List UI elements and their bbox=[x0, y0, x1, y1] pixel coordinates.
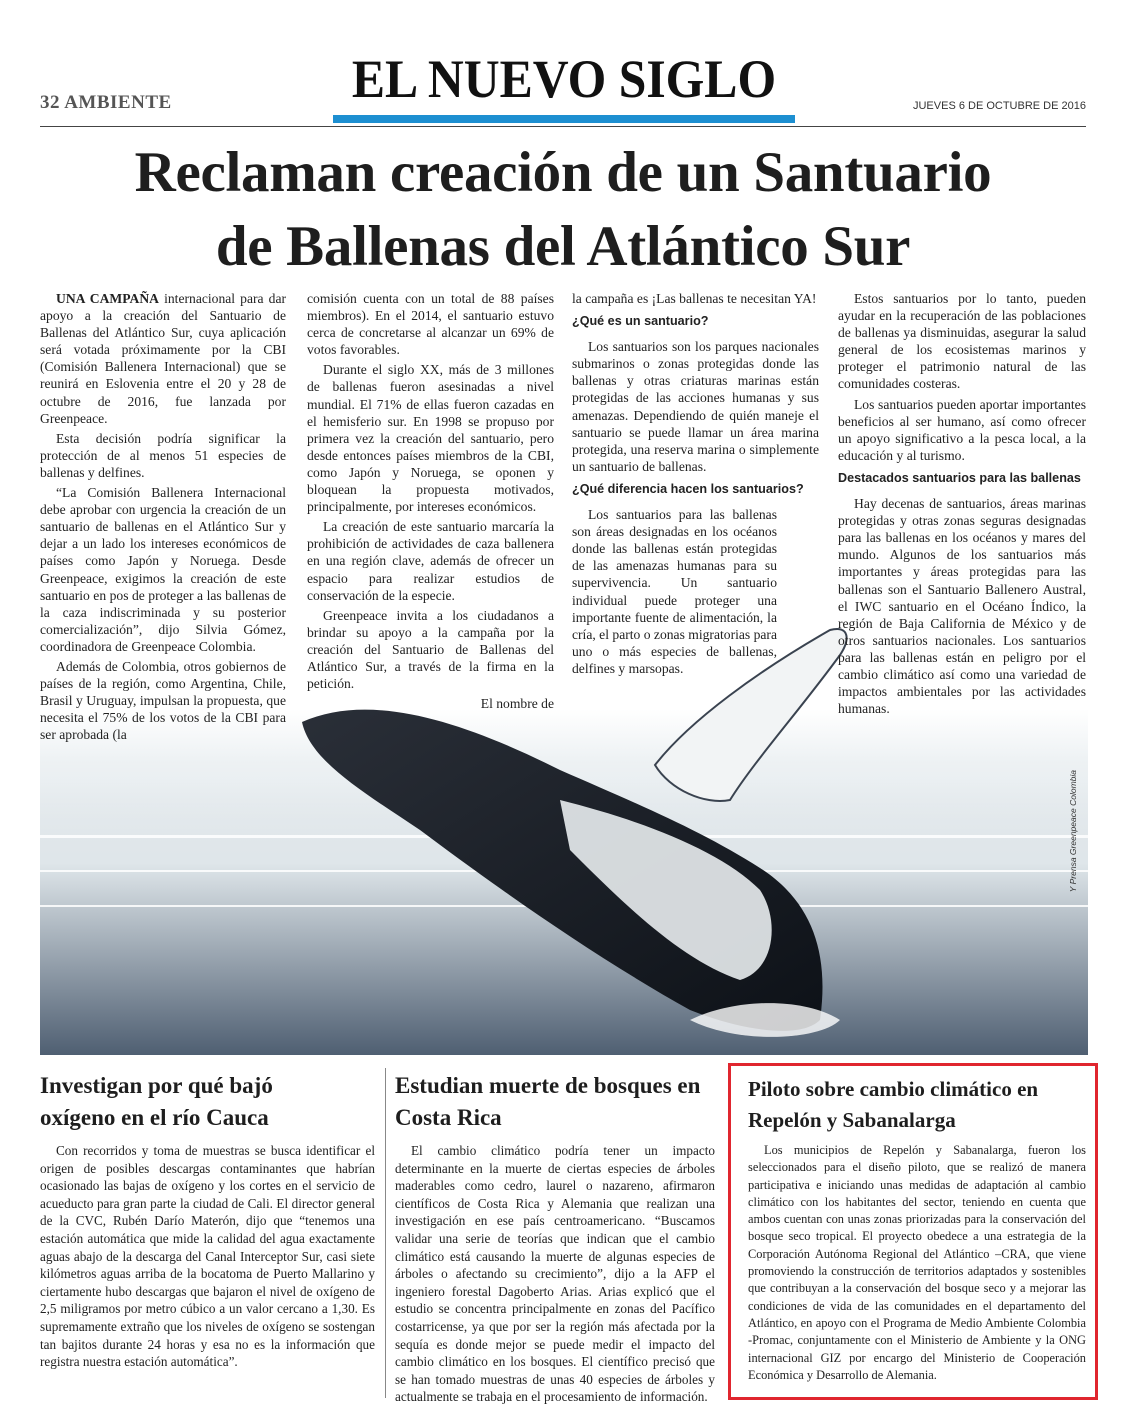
photo-credit: Y Prensa Greenpeace Colombia bbox=[1068, 770, 1078, 893]
col2-paragraph-4: Greenpeace invita a los ciudadanos a brindar su apoyo a la campaña por la creación del Santuario de Ballenas del Atlántico Sur, a través de la firma en la petición. bbox=[307, 607, 554, 692]
col4-paragraph-2: Los santuarios pueden aportar importantes beneficios al ser humano, así como ofrecer un apoyo significativo a la pesca local, a la educación y al turismo. bbox=[838, 396, 1086, 463]
main-headline bbox=[40, 136, 1086, 284]
brief-body-costa-rica bbox=[395, 1142, 715, 1406]
brief-body-cauca-text: Con recorridos y toma de muestras se busca identificar el origen de posibles descargas contaminantes que habrían ocasionado las bajas de oxígeno y los cortes en el servicio de acueducto para gran parte la ciudad de Cali. El director general de la CVC, Rubén Darío Materón, dijo que “tenemos una estación automática que mide la calidad del agua exactamente aguas abajo de la descarga del Canal Interceptor Sur, casi siete kilómetros aguas arriba de la bocatoma de Puerto Mallarino y ciertamente hubo descargas que bajaron el nivel de oxígeno de 2,5 miligramos por metro cúbico a un valor cercano a 1,30. Es supremamente extraño que los niveles de oxígeno se sostengan tan bajitos durante 24 horas y esa no es la información que registra nuestra estación automática”. bbox=[40, 1143, 375, 1370]
brief-title-cauca: Investigan por qué bajó oxígeno en el río Cauca bbox=[40, 1073, 273, 1130]
brief-body-repelon bbox=[748, 1142, 1086, 1384]
page-section-label: 32 AMBIENTE bbox=[40, 92, 172, 113]
col2-paragraph-1: comisión cuenta con un total de 88 países miembros). En el 2014, el santuario estuvo cerca de concretarse al alcanzar un 69% de votos favorables. bbox=[307, 291, 554, 358]
newspaper-masthead: EL NUEVO SIGLO bbox=[351, 49, 777, 109]
col3-paragraph-0: la campaña es ¡Las ballenas te necesitan YA! bbox=[572, 291, 817, 306]
article-lead-in: UNA CAMPAÑA bbox=[56, 291, 160, 306]
article-column-2 bbox=[307, 290, 554, 715]
subhead-destacados-santuarios: Destacados santuarios para las ballenas bbox=[838, 470, 1081, 485]
col1-paragraph-2: Esta decisión podría significar la protección de al menos 51 especies de ballenas y delfines. bbox=[40, 430, 286, 480]
subhead-que-es-santuario: ¿Qué es un santuario? bbox=[572, 314, 709, 329]
article-column-1 bbox=[40, 290, 286, 746]
brief-body-repelon-text: Los municipios de Repelón y Sabanalarga, fueron los seleccionados para el diseño piloto, que se realizó de manera participativa e iniciando unas medidas de adaptación al cambio climático con los habitantes del sector, teniendo en cuenta que ambos cuentan con unas zonas priorizadas para la conservación del bosque seco tropical. El proyecto obedece a una estrategia de la Corporación Autónoma Regional del Atlántico –CRA, que viene promoviendo la construcción de territorios adaptados y sostenibles que contribuyan a la conservación del bosque seco y a mejorar las condiciones de vida de las comunidades en el departamento del Atlántico, en apoyo con el Programa de Medio Ambiente Colombia -Promac, conjuntamente con el Ministerio de Ambiente y la ONG internacional GIZ por encargo del Ministerio de Cooperación Económica y Desarrollo de Alemania. bbox=[748, 1143, 1086, 1382]
brief-title-repelon: Piloto sobre cambio climático en Repelón y Sabanalarga bbox=[748, 1077, 1039, 1132]
brief-body-cauca bbox=[40, 1142, 375, 1371]
column-divider-1 bbox=[385, 1068, 386, 1398]
col4-paragraph-1: Estos santuarios por lo tanto, pueden ayudar en la recuperación de las poblaciones de ballenas ya disminuidas, asegurar la salud general de los ecosistemas marinos y proteger el patrimonio natural de las comunidades costeras. bbox=[838, 291, 1086, 392]
col1-paragraph-1: internacional para dar apoyo a la creación del Santuario de Ballenas del Atlántico Sur, cuya aplicación será votada próximamente por la CBI (Comisión Ballenera Internacional) que se reunirá en Eslovenia entre el 20 y 28 de octubre de 2016, fue lanzada por Greenpeace. bbox=[40, 291, 287, 426]
headline-line-2: de Ballenas del Atlántico Sur bbox=[215, 215, 911, 278]
col1-paragraph-3: “La Comisión Ballenera Internacional debe aprobar con urgencia la creación de un santuario de ballenas en el Atlántico Sur y dejar a un lado los intereses económicos de países como Japón y Noruega. Desde Greenpeace, exigimos la creación de este santuario en pos de proteger a las ballenas de la caza indiscriminada y su posterior comercialización”, dijo Silvia Gómez, coordinadora de Greenpeace Colombia. bbox=[40, 485, 286, 654]
col4-paragraph-3: Hay decenas de santuarios, áreas marinas protegidas y otras zonas seguras designadas para las ballenas en los océanos y mares del mundo. Algunos de los santuarios más importantes y áreas protegidas para las ballenas son el Santuario Ballenero Austral, el IWC santuario en el Océano Índico, la región de Baja California de México y de otros santuarios nacionales. Los santuarios para las ballenas están en peligro por el cambio climático así como una variedad de impactos ambientales por las actividades humanas. bbox=[838, 496, 1086, 717]
col3-paragraph-1: Los santuarios son los parques nacionales submarinos o zonas protegidas donde las ballenas y otras criaturas marinas están protegidas de las acciones humanas y sus amenazas. Dependiendo de quién maneje el santuario se puede llamar un área marina protegida, una reserva marina o simplemente un santuario de ballenas. bbox=[572, 339, 819, 474]
subhead-que-diferencia: ¿Qué diferencia hacen los santuarios? bbox=[572, 481, 804, 496]
col1-paragraph-4: Además de Colombia, otros gobiernos de países de la región, como Argentina, Chile, Brasil y Uruguay, impulsan la propuesta, que necesita el 75% de los votos de la CBI para ser aprobada (la bbox=[40, 658, 286, 743]
article-column-3 bbox=[572, 290, 819, 680]
col2-paragraph-3: La creación de este santuario marcaría la prohibición de actividades de caza ballenera en una región clave, además de ofrecer un espacio para realizar estudios de conservación de la especie. bbox=[307, 519, 554, 603]
header-divider bbox=[40, 126, 1086, 127]
col3-paragraph-2: Los santuarios para las ballenas son áreas designadas en los océanos donde las ballenas están protegidas de las amenazas humanas para su supervivencia. Un santuario individual puede proteger una importante fuente de alimentación, la cría, el parto o zonas migratorias para uno o más especies de ballenas, delfines y marsopas. bbox=[572, 507, 777, 676]
col2-paragraph-2: Durante el siglo XX, más de 3 millones de ballenas fueron asesinadas a nivel mundial. El 71% de ellas fueron cazadas en el hemisferio sur. En 1998 se propuso por primera vez la creación del santuario, pero desde entonces países miembros de la CBI, como Japón y Noruega, se oponen y bloquean la propuesta motivados, principalmente, por intereses económicos. bbox=[307, 362, 554, 515]
brief-body-costa-rica-text: El cambio climático podría tener un impacto determinante en la muerte de ciertas especies de árboles maderables como cedro, laurel o nazareno, afirmaron científicos de Costa Rica y Alemania que realizan una investigación en ese país centroamericano. “Buscamos validar una serie de teorías que indican que el cambio climático está causando la muerte de algunas especies de árboles o afectando su crecimiento”, dijo a la AFP el ingeniero forestal Dagoberto Arias. Arias explicó que el estudio se concentra principalmente en zonas del Pacífico costarricense, ya que por ser la región más afectada por la sequía es donde mejor se puede medir el impacto del cambio climático en los bosques. El científico precisó que se han tomado muestras de unas 40 especies de árboles y actualmente se trabaja en el procesamiento de información. bbox=[395, 1143, 715, 1405]
headline-line-1: Reclaman creación de un Santuario bbox=[134, 141, 992, 204]
article-column-4 bbox=[838, 290, 1086, 720]
col2-paragraph-5: El nombre de bbox=[480, 696, 554, 712]
brief-title-costa-rica: Estudian muerte de bosques en Costa Rica bbox=[395, 1073, 701, 1130]
masthead-accent-bar bbox=[333, 115, 795, 123]
issue-date: JUEVES 6 DE OCTUBRE DE 2016 bbox=[912, 100, 1086, 112]
